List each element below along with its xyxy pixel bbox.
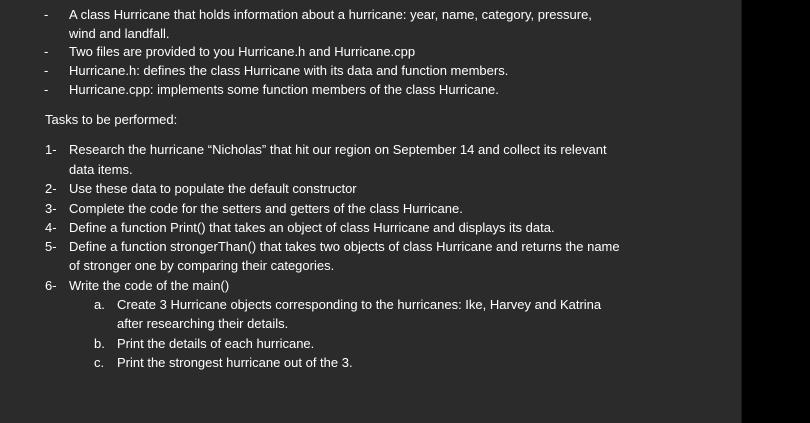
task-text: Research the hurricane “Nicholas” that hit our region on September 14 and collect its relevant [69, 142, 607, 157]
tasks-heading: Tasks to be performed: [45, 112, 178, 127]
task-number: 6- [45, 278, 57, 293]
bullet-text: wind and landfall. [69, 26, 170, 41]
bullet-marker: - [44, 44, 49, 59]
bullet-marker: - [44, 82, 49, 97]
task-text: data items. [69, 162, 133, 177]
task-number: 5- [45, 239, 57, 254]
subtask-text: Print the strongest hurricane out of the 3. [117, 355, 353, 370]
task-text: Define a function strongerThan() that takes two objects of class Hurricane and returns the name [69, 239, 620, 254]
bullet-marker: - [44, 63, 49, 78]
task-text: of stronger one by comparing their categories. [69, 258, 335, 273]
right-margin-panel [741, 0, 810, 423]
bullet-text: Hurricane.h: defines the class Hurricane with its data and function members. [69, 63, 509, 78]
subtask-text: after researching their details. [117, 316, 289, 331]
task-text: Define a function Print() that takes an object of class Hurricane and displays its data. [69, 220, 555, 235]
subtask-text: Print the details of each hurricane. [117, 336, 315, 351]
subtask-text: Create 3 Hurricane objects corresponding to the hurricanes: Ike, Harvey and Katrina [117, 297, 602, 312]
task-number: 2- [45, 181, 57, 196]
task-number: 1- [45, 142, 57, 157]
task-text: Write the code of the main() [69, 278, 230, 293]
task-number: 4- [45, 220, 57, 235]
subtask-letter: a. [94, 297, 105, 312]
subtask-letter: b. [94, 336, 105, 351]
bullet-marker: - [44, 7, 49, 22]
task-text: Complete the code for the setters and getters of the class Hurricane. [69, 201, 463, 216]
subtask-letter: c. [94, 355, 105, 370]
task-text: Use these data to populate the default constructor [69, 181, 357, 196]
bullet-text: Two files are provided to you Hurricane.h and Hurricane.cpp [69, 44, 416, 59]
bullet-text: Hurricane.cpp: implements some function members of the class Hurricane. [69, 82, 499, 97]
bullet-text: A class Hurricane that holds information about a hurricane: year, name, category, pressure, [69, 7, 592, 22]
task-number: 3- [45, 201, 57, 216]
